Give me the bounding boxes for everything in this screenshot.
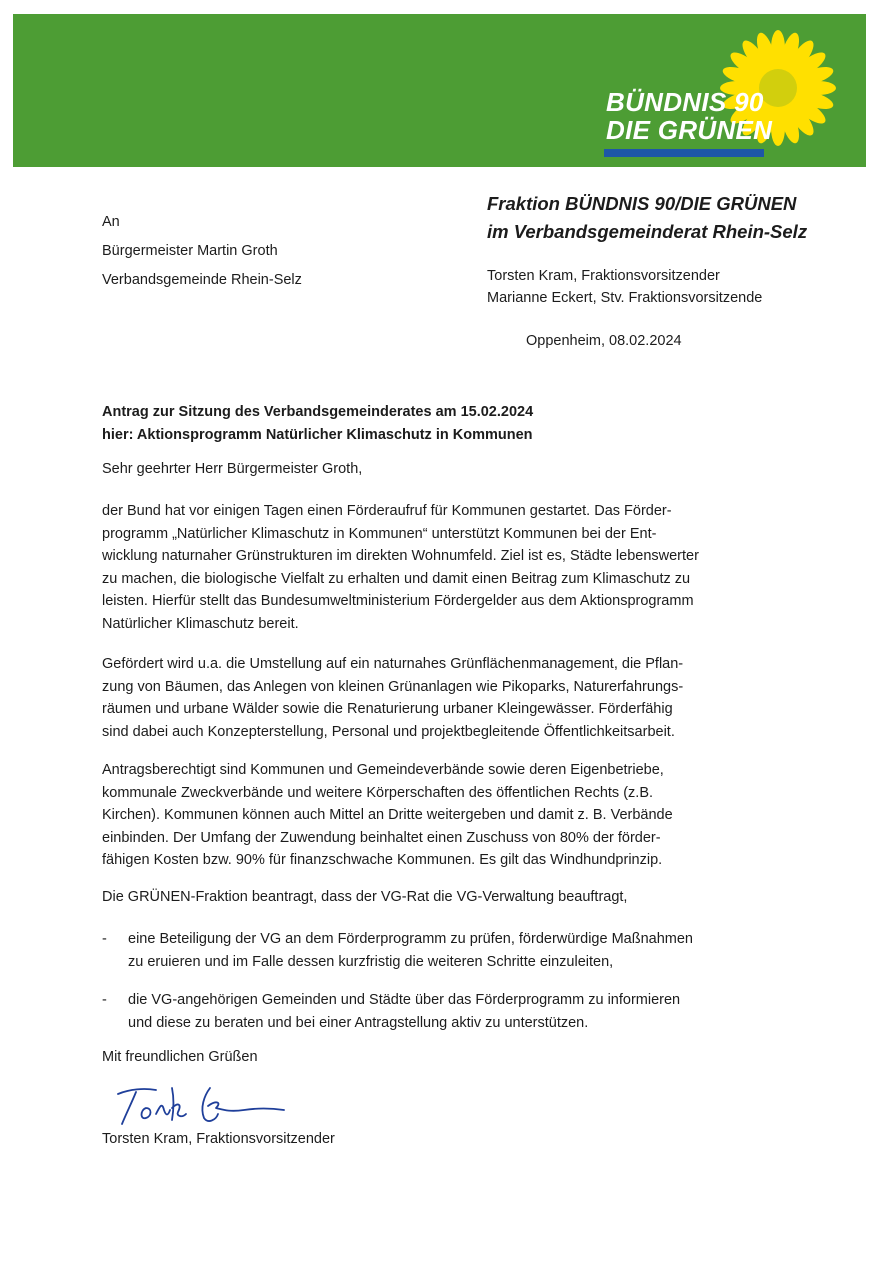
sender-title bbox=[487, 190, 807, 246]
paragraph-line: einbinden. Der Umfang der Zuwendung beinhaltet einen Zuschuss von 80% der förder- bbox=[102, 829, 661, 846]
recipient-line: An bbox=[102, 214, 120, 230]
dateline: Oppenheim, 08.02.2024 bbox=[526, 333, 682, 349]
sender-title-line: im Verbandsgemeinderat Rhein-Selz bbox=[487, 221, 808, 242]
paragraph-line: der Bund hat vor einigen Tagen einen Förderaufruf für Kommunen gestartet. Das Förder- bbox=[102, 503, 672, 519]
body-paragraph bbox=[102, 759, 782, 872]
body-paragraph bbox=[102, 653, 782, 743]
subject bbox=[102, 401, 533, 447]
paragraph-line: wicklung naturnaher Grünstrukturen im direkten Wohnumfeld. Ziel ist es, Städte lebenswerter bbox=[102, 548, 699, 564]
paragraph-line: kommunale Zweckverbände und weitere Körperschaften des öffentlichen Rechts (z.B. bbox=[102, 784, 654, 801]
handwritten-signature bbox=[112, 1080, 292, 1130]
signer-name: Torsten Kram, Fraktionsvorsitzender bbox=[102, 1131, 335, 1147]
list-item-text bbox=[128, 989, 680, 1035]
party-logo-wordmark bbox=[606, 88, 772, 144]
paragraph-line: fähigen Kosten bzw. 90% für finanzschwache Kommunen. Es gilt das Windhundprinzip. bbox=[102, 852, 663, 868]
paragraph-line: zu machen, die biologische Vielfalt zu erhalten und damit einen Beitrag zum Klimaschutz zu bbox=[102, 570, 691, 587]
list-item-line: und diese zu beraten und bei einer Antragstellung aktiv zu unterstützen. bbox=[128, 1015, 589, 1031]
closing: Mit freundlichen Grüßen bbox=[102, 1049, 258, 1065]
recipient-address bbox=[102, 208, 302, 295]
sender-officers bbox=[487, 265, 762, 309]
logo-line-2: DIE GRÜNEN bbox=[606, 115, 773, 145]
paragraph-line: programm „Natürlicher Klimaschutz in Kommunen“ unterstützt Kommunen bei der Ent- bbox=[102, 525, 657, 542]
list-item-line: eine Beteiligung der VG an dem Förderprogramm zu prüfen, förderwürdige Maßnahmen bbox=[128, 931, 693, 947]
list-item-line: die VG-angehörigen Gemeinden und Städte über das Förderprogramm zu informieren bbox=[128, 992, 681, 1008]
paragraph-line: leisten. Hierfür stellt das Bundesumweltministerium Fördergelder aus dem Aktionsprogramm bbox=[102, 593, 694, 609]
paragraph-line: zung von Bäumen, das Anlegen von kleinen Grünanlagen wie Pikoparks, Naturerfahrungs- bbox=[102, 678, 684, 695]
logo-underline bbox=[604, 149, 764, 157]
officer-line: Marianne Eckert, Stv. Fraktionsvorsitzende bbox=[487, 290, 763, 306]
logo-line-1: BÜNDNIS 90 bbox=[606, 87, 764, 117]
paragraph-line: sind dabei auch Konzepterstellung, Personal und projektbegleitende Öffentlichkeitsarbeit. bbox=[102, 723, 675, 740]
body-paragraph bbox=[102, 500, 782, 635]
subject-line: Antrag zur Sitzung des Verbandsgemeinderates am 15.02.2024 bbox=[102, 404, 534, 420]
officer-line: Torsten Kram, Fraktionsvorsitzender bbox=[487, 268, 720, 284]
sender-title-line: Fraktion BÜNDNIS 90/DIE GRÜNEN bbox=[487, 193, 797, 214]
paragraph-line: Gefördert wird u.a. die Umstellung auf ein naturnahes Grünflächenmanagement, die Pflan- bbox=[102, 656, 684, 672]
paragraph-line: Kirchen). Kommunen können auch Mittel an Dritte weitergeben und damit z. B. Verbände bbox=[102, 807, 673, 823]
bullet-dash: - bbox=[102, 931, 107, 947]
paragraph-line: räumen und urbane Wälder sowie die Renaturierung urbaner Kleingewässer. Förderfähig bbox=[102, 701, 673, 717]
paragraph-line: Die GRÜNEN-Fraktion beantragt, dass der VG-Rat die VG-Verwaltung beauftragt, bbox=[102, 889, 628, 905]
recipient-line: Verbandsgemeinde Rhein-Selz bbox=[102, 272, 302, 288]
bullet-dash: - bbox=[102, 992, 107, 1008]
paragraph-line: Natürlicher Klimaschutz bereit. bbox=[102, 615, 299, 632]
paragraph-line: Antragsberechtigt sind Kommunen und Gemeindeverbände sowie deren Eigenbetriebe, bbox=[102, 762, 664, 778]
list-item-text bbox=[128, 928, 693, 974]
recipient-line: Bürgermeister Martin Groth bbox=[102, 243, 278, 259]
body-paragraph bbox=[102, 886, 782, 909]
list-item-line: zu eruieren und im Falle dessen kurzfristig die weiteren Schritte einzuleiten, bbox=[128, 954, 614, 970]
subject-line: hier: Aktionsprogramm Natürlicher Klimaschutz in Kommunen bbox=[102, 427, 533, 443]
salutation: Sehr geehrter Herr Bürgermeister Groth, bbox=[102, 461, 363, 477]
